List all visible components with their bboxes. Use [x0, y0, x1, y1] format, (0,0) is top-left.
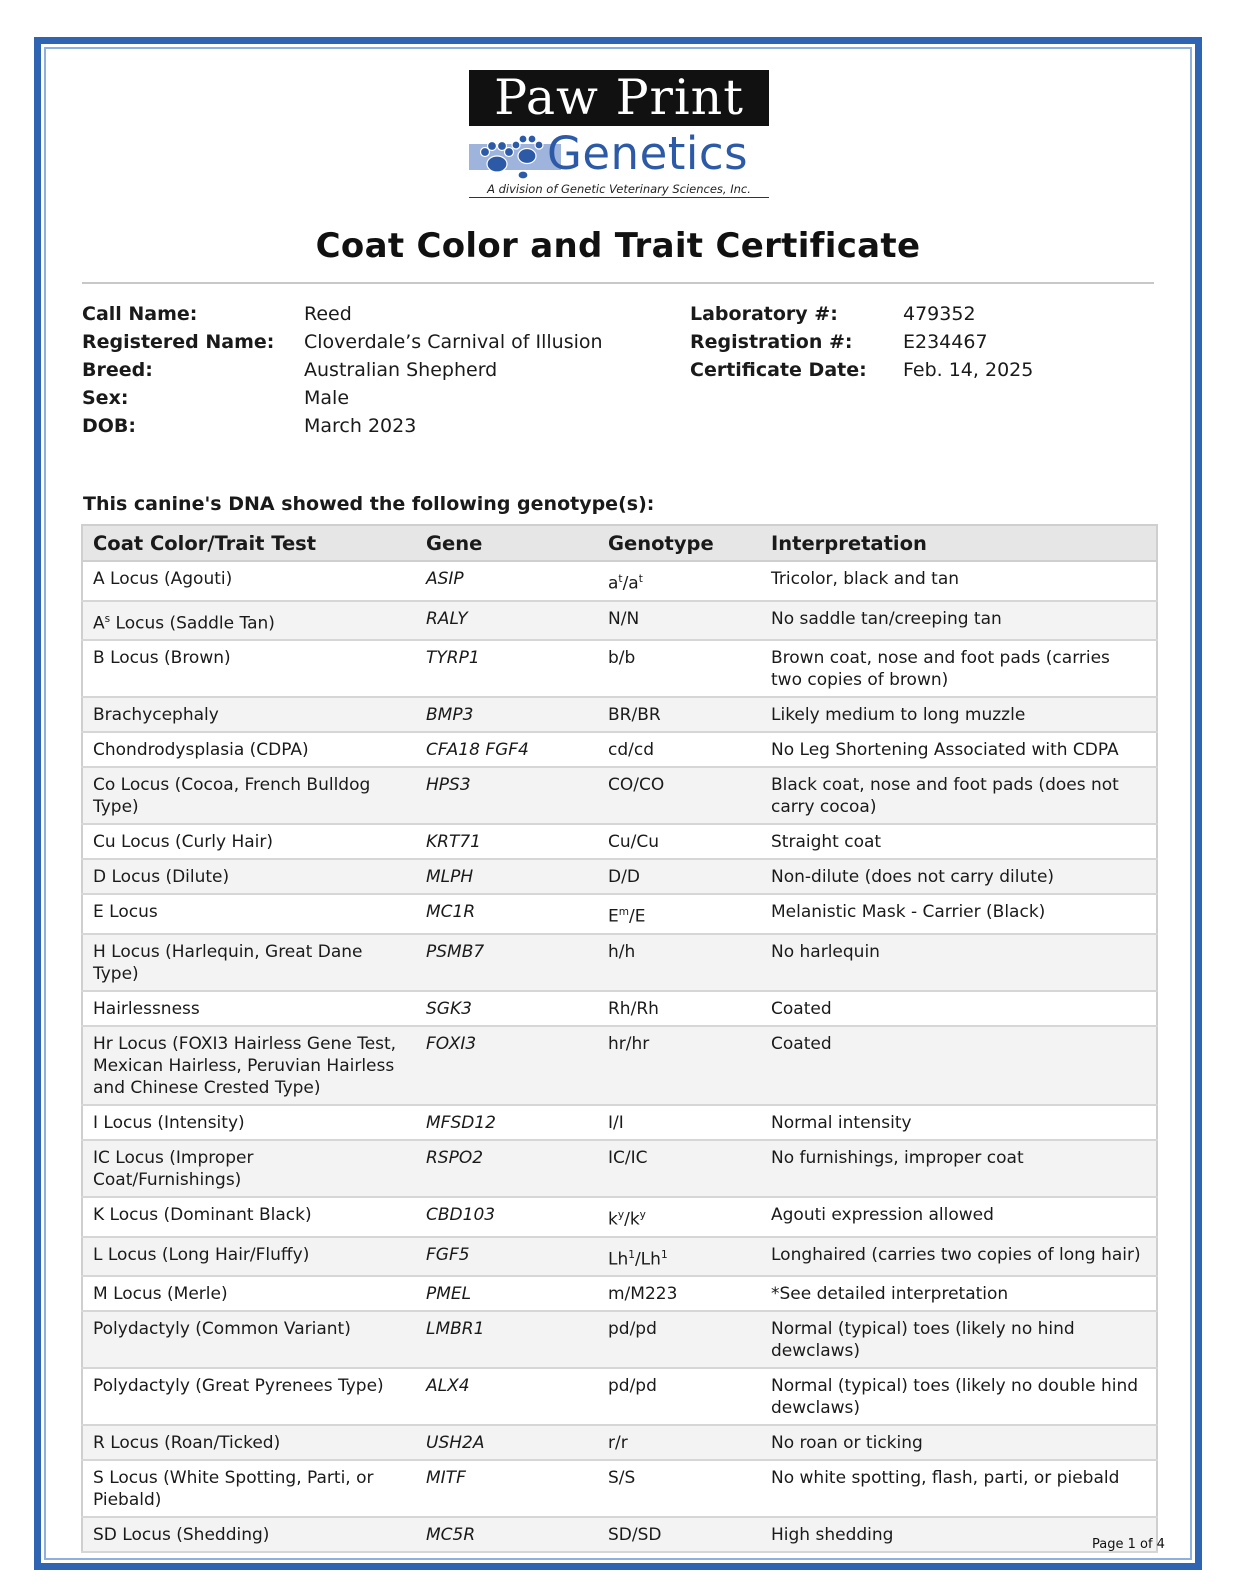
gene-cell: RSPO2	[416, 1140, 598, 1197]
genotype-cell: IC/IC	[598, 1140, 761, 1197]
table-row	[82, 767, 1157, 824]
paw-prints-icon	[475, 128, 555, 184]
test-cell: A Locus (Agouti)	[82, 561, 416, 601]
logo-line-1: Paw Print	[469, 70, 769, 126]
table-row	[82, 732, 1157, 767]
gene-cell: MFSD12	[416, 1105, 598, 1140]
table-row	[82, 1105, 1157, 1140]
header-test: Coat Color/Trait Test	[82, 525, 416, 561]
genotype-cell: BR/BR	[598, 697, 761, 732]
test-cell: E Locus	[82, 894, 416, 934]
gene-cell: RALY	[416, 601, 598, 641]
interpretation-cell: Melanistic Mask - Carrier (Black)	[761, 894, 1157, 934]
test-cell: H Locus (Harlequin, Great Dane Type)	[82, 934, 416, 991]
gene-cell: ALX4	[416, 1368, 598, 1425]
gene-cell: ASIP	[416, 561, 598, 601]
dob-label: DOB:	[82, 415, 137, 437]
genotype-cell: m/M223	[598, 1276, 761, 1311]
interpretation-cell: Black coat, nose and foot pads (does not carry cocoa)	[761, 767, 1157, 824]
interpretation-cell: Normal (typical) toes (likely no hind dewclaws)	[761, 1311, 1157, 1368]
header-gene: Gene	[416, 525, 598, 561]
test-cell: Chondrodysplasia (CDPA)	[82, 732, 416, 767]
genotype-cell: Cu/Cu	[598, 824, 761, 859]
genotype-cell: N/N	[598, 601, 761, 641]
certificate-date-value: Feb. 14, 2025	[903, 359, 1034, 381]
genotype-cell: pd/pd	[598, 1368, 761, 1425]
interpretation-cell: No roan or ticking	[761, 1425, 1157, 1460]
certificate-date-label: Certificate Date:	[690, 359, 867, 381]
gene-cell: FOXI3	[416, 1026, 598, 1105]
gene-cell: FGF5	[416, 1237, 598, 1277]
sex-label: Sex:	[82, 387, 129, 409]
genotype-cell: Lh$^1$/Lh$^1$	[598, 1237, 761, 1277]
gene-cell: KRT71	[416, 824, 598, 859]
interpretation-cell: *See detailed interpretation	[761, 1276, 1157, 1311]
call-name-label: Call Name:	[82, 303, 198, 325]
lab-number-label: Laboratory #:	[690, 303, 838, 325]
gene-cell: PSMB7	[416, 934, 598, 991]
header-genotype: Genotype	[598, 525, 761, 561]
call-name-value: Reed	[304, 303, 352, 325]
genotype-intro: This canine's DNA showed the following genotype(s):	[83, 493, 655, 515]
breed-label: Breed:	[82, 359, 153, 381]
test-cell: Hr Locus (FOXI3 Hairless Gene Test, Mexican Hairless, Peruvian Hairless and Chinese Crested Type)	[82, 1026, 416, 1105]
test-cell: I Locus (Intensity)	[82, 1105, 416, 1140]
interpretation-cell: Non-dilute (does not carry dilute)	[761, 859, 1157, 894]
gene-cell: CBD103	[416, 1197, 598, 1237]
sex-value: Male	[304, 387, 350, 409]
table-row	[82, 601, 1157, 641]
interpretation-cell: Normal (typical) toes (likely no double hind dewclaws)	[761, 1368, 1157, 1425]
registration-number-value: E234467	[903, 331, 988, 353]
table-row	[82, 1425, 1157, 1460]
gene-cell: MITF	[416, 1460, 598, 1517]
interpretation-cell: High shedding	[761, 1517, 1157, 1552]
test-cell: M Locus (Merle)	[82, 1276, 416, 1311]
genotype-cell: I/I	[598, 1105, 761, 1140]
interpretation-cell: Tricolor, black and tan	[761, 561, 1157, 601]
gene-cell: HPS3	[416, 767, 598, 824]
table-row	[82, 991, 1157, 1026]
genotype-cell: b/b	[598, 640, 761, 697]
page-number: Page 1 of 4	[1092, 1537, 1165, 1552]
test-cell: Co Locus (Cocoa, French Bulldog Type)	[82, 767, 416, 824]
genotype-cell: CO/CO	[598, 767, 761, 824]
gene-cell: PMEL	[416, 1276, 598, 1311]
genotype-cell: $a^t/a^t$	[598, 561, 761, 601]
dob-value: March 2023	[304, 415, 417, 437]
table-row	[82, 1368, 1157, 1425]
gene-cell: SGK3	[416, 991, 598, 1026]
test-cell: B Locus (Brown)	[82, 640, 416, 697]
table-row	[82, 1026, 1157, 1105]
registered-name-value: Cloverdale’s Carnival of Illusion	[304, 331, 603, 353]
table-row	[82, 1237, 1157, 1277]
table-row	[82, 640, 1157, 697]
lab-number-value: 479352	[903, 303, 976, 325]
test-cell: Hairlessness	[82, 991, 416, 1026]
table-row	[82, 894, 1157, 934]
genotype-cell: pd/pd	[598, 1311, 761, 1368]
interpretation-cell: Agouti expression allowed	[761, 1197, 1157, 1237]
table-header-row	[82, 525, 1157, 561]
interpretation-cell: No furnishings, improper coat	[761, 1140, 1157, 1197]
test-cell: Cu Locus (Curly Hair)	[82, 824, 416, 859]
gene-cell: LMBR1	[416, 1311, 598, 1368]
paw-print-genetics-logo	[469, 70, 769, 198]
table-row	[82, 1517, 1157, 1552]
gene-cell: MC1R	[416, 894, 598, 934]
genotype-cell: $E^m/E$	[598, 894, 761, 934]
gene-cell: USH2A	[416, 1425, 598, 1460]
interpretation-cell: Longhaired (carries two copies of long hair)	[761, 1237, 1157, 1277]
test-cell: Polydactyly (Common Variant)	[82, 1311, 416, 1368]
table-row	[82, 1311, 1157, 1368]
table-row	[82, 934, 1157, 991]
gene-cell: MC5R	[416, 1517, 598, 1552]
test-cell: L Locus (Long Hair/Fluffy)	[82, 1237, 416, 1277]
table-row	[82, 697, 1157, 732]
genotype-cell: Rh/Rh	[598, 991, 761, 1026]
gene-cell: MLPH	[416, 859, 598, 894]
gene-cell: BMP3	[416, 697, 598, 732]
table-row	[82, 561, 1157, 601]
title-divider	[82, 282, 1154, 284]
interpretation-cell: Likely medium to long muzzle	[761, 697, 1157, 732]
logo-line-2: Genetics	[547, 127, 749, 180]
genotype-cell: S/S	[598, 1460, 761, 1517]
test-cell: SD Locus (Shedding)	[82, 1517, 416, 1552]
genotype-cell: hr/hr	[598, 1026, 761, 1105]
genotype-cell: r/r	[598, 1425, 761, 1460]
table-row	[82, 1140, 1157, 1197]
genotype-table	[81, 524, 1158, 1553]
test-cell: S Locus (White Spotting, Parti, or Piebald)	[82, 1460, 416, 1517]
gene-cell: TYRP1	[416, 640, 598, 697]
interpretation-cell: Straight coat	[761, 824, 1157, 859]
interpretation-cell: No Leg Shortening Associated with CDPA	[761, 732, 1157, 767]
genotype-cell: h/h	[598, 934, 761, 991]
interpretation-cell: No saddle tan/creeping tan	[761, 601, 1157, 641]
test-cell: IC Locus (Improper Coat/Furnishings)	[82, 1140, 416, 1197]
gene-cell: CFA18 FGF4	[416, 732, 598, 767]
genotype-cell: cd/cd	[598, 732, 761, 767]
test-cell: R Locus (Roan/Ticked)	[82, 1425, 416, 1460]
interpretation-cell: Brown coat, nose and foot pads (carries two copies of brown)	[761, 640, 1157, 697]
interpretation-cell: Normal intensity	[761, 1105, 1157, 1140]
header-interpretation: Interpretation	[761, 525, 1157, 561]
test-cell: Polydactyly (Great Pyrenees Type)	[82, 1368, 416, 1425]
genotype-cell: SD/SD	[598, 1517, 761, 1552]
registration-number-label: Registration #:	[690, 331, 853, 353]
test-cell: Brachycephaly	[82, 697, 416, 732]
genotype-cell: $k^y/k^y$	[598, 1197, 761, 1237]
table-row	[82, 859, 1157, 894]
table-row	[82, 1276, 1157, 1311]
breed-value: Australian Shepherd	[304, 359, 498, 381]
interpretation-cell: No harlequin	[761, 934, 1157, 991]
test-cell: D Locus (Dilute)	[82, 859, 416, 894]
logo-subtitle: A division of Genetic Veterinary Sciences, Inc.	[469, 182, 769, 198]
interpretation-cell: No white spotting, flash, parti, or piebald	[761, 1460, 1157, 1517]
interpretation-cell: Coated	[761, 991, 1157, 1026]
page-title: Coat Color and Trait Certificate	[315, 226, 921, 266]
genotype-cell: D/D	[598, 859, 761, 894]
interpretation-cell: Coated	[761, 1026, 1157, 1105]
test-cell: $A^s$ Locus (Saddle Tan)	[82, 601, 416, 641]
table-row	[82, 824, 1157, 859]
table-row	[82, 1197, 1157, 1237]
test-cell: K Locus (Dominant Black)	[82, 1197, 416, 1237]
table-row	[82, 1460, 1157, 1517]
registered-name-label: Registered Name:	[82, 331, 275, 353]
